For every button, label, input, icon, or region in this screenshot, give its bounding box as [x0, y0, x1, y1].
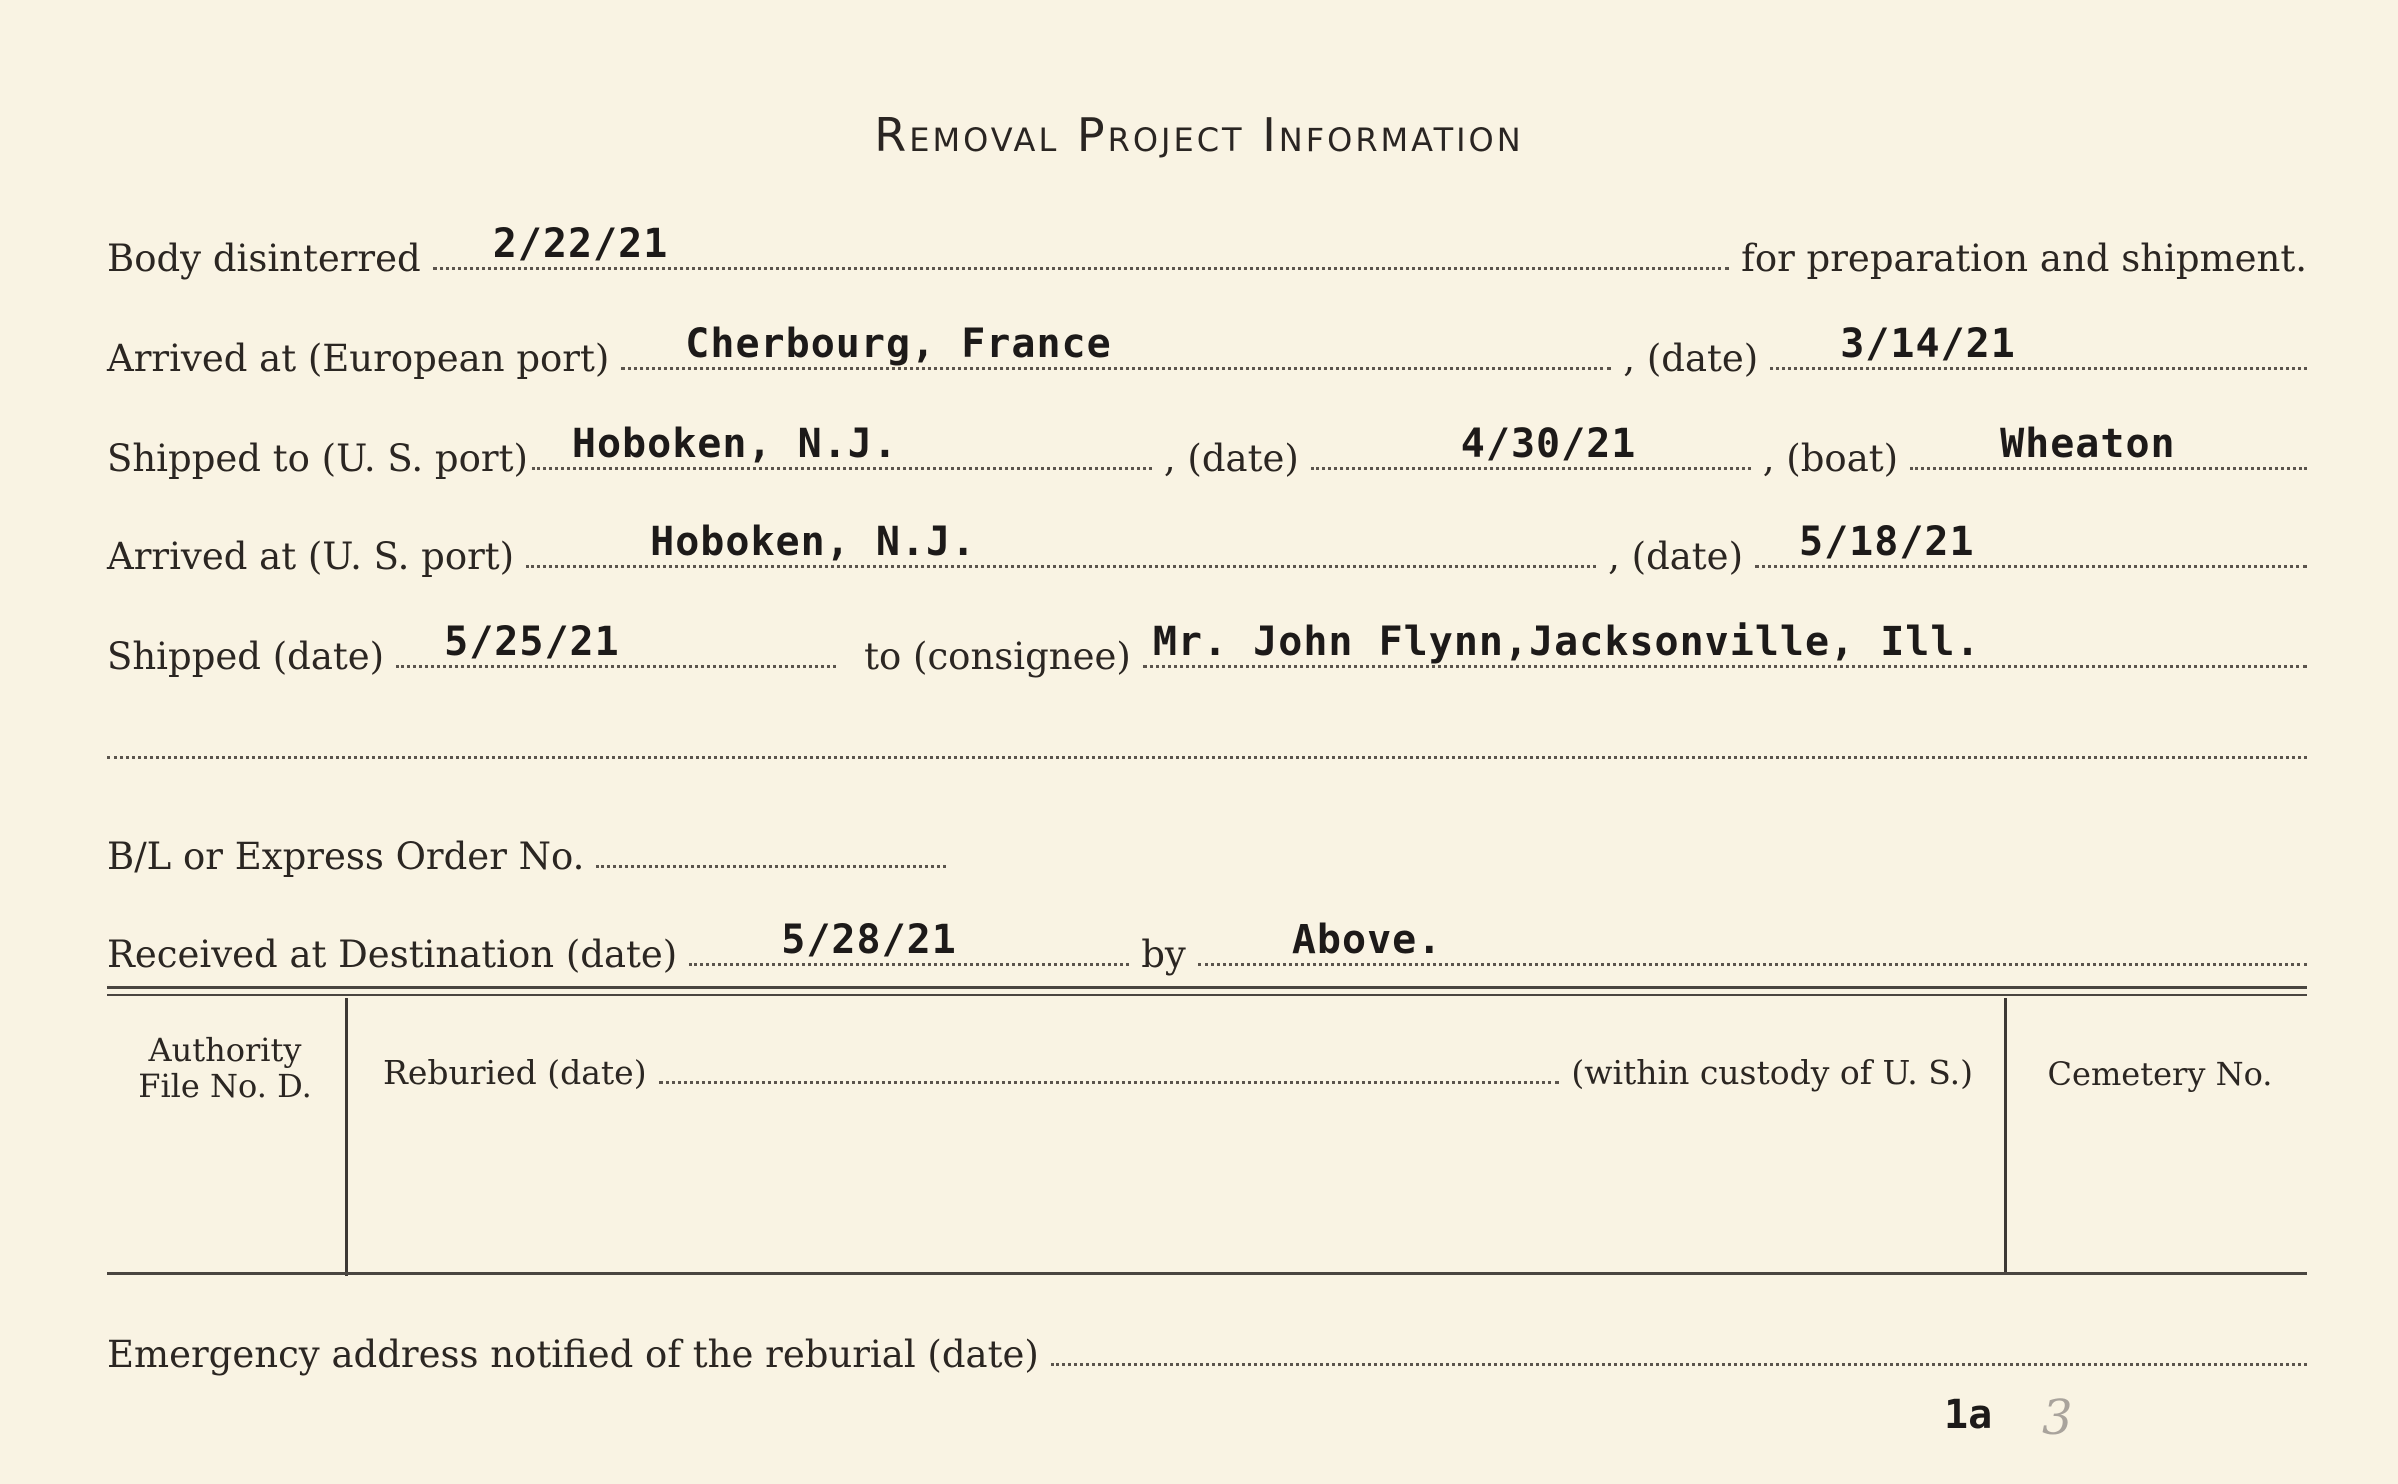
consignee-value: Mr. John Flynn,Jacksonville, Ill.: [1152, 619, 1981, 665]
row-bl: [107, 818, 2307, 878]
box-bottom-rule: [107, 1272, 2307, 1275]
emergency-field[interactable]: [1051, 1317, 2307, 1366]
shipped-to-date-field[interactable]: [1311, 421, 1751, 470]
reburied-field[interactable]: [659, 1045, 1560, 1084]
arrived-us-value: Hoboken, N.J.: [650, 519, 977, 565]
body-disinterred-field[interactable]: [433, 221, 1729, 270]
arrived-european-date-field[interactable]: [1770, 321, 2307, 370]
received-value: 5/28/21: [781, 917, 957, 963]
row-emergency: [107, 1316, 2307, 1376]
arrived-us-date-label: , (date): [1608, 535, 1744, 578]
box-top-rule: [107, 986, 2307, 989]
pencil-mark: 3: [2042, 1390, 2073, 1446]
shipped-to-label: Shipped to (U. S. port): [107, 437, 528, 480]
arrived-european-date-value: 3/14/21: [1840, 321, 2016, 367]
arrived-european-date-label: , (date): [1623, 337, 1759, 380]
shipped-date-label: Shipped (date): [107, 635, 385, 678]
boat-label: , (boat): [1762, 437, 1899, 480]
by-field[interactable]: [1198, 917, 2307, 966]
shipped-date-field[interactable]: [396, 619, 836, 668]
shipped-to-date-label: , (date): [1163, 437, 1299, 480]
row-reburied: [383, 1040, 1973, 1092]
card-number-stamp: 1a: [1944, 1392, 1993, 1438]
custody-label: (within custody of U. S.): [1571, 1053, 1973, 1092]
bl-field[interactable]: [596, 819, 946, 868]
consignee-label: to (consignee): [864, 635, 1131, 678]
arrived-us-label: Arrived at (U. S. port): [107, 535, 515, 578]
cemetery-label: Cemetery No.: [2047, 1055, 2273, 1093]
arrived-us-date-value: 5/18/21: [1799, 519, 1975, 565]
authority-label-1: Authority: [148, 1031, 302, 1069]
shipped-date-value: 5/25/21: [444, 619, 620, 665]
emergency-label: Emergency address notified of the reburial (date): [107, 1333, 1039, 1376]
row-arrived-european: [107, 320, 2307, 380]
received-field[interactable]: [689, 917, 1129, 966]
row-received: [107, 916, 2307, 976]
row-shipped-date: [107, 618, 2307, 678]
body-disinterred-value: 2/22/21: [492, 221, 669, 267]
authority-label-2: File No. D.: [138, 1067, 312, 1105]
authority-cell: [120, 1032, 330, 1104]
box-divider-left: [345, 998, 348, 1276]
shipped-to-value: Hoboken, N.J.: [571, 421, 898, 467]
row-arrived-us: [107, 518, 2307, 578]
arrived-us-field[interactable]: [526, 519, 1596, 568]
boat-value: Wheaton: [2000, 421, 2176, 467]
consignee-continuation-line[interactable]: [107, 756, 2307, 759]
arrived-european-label: Arrived at (European port): [107, 337, 610, 380]
body-disinterred-label: Body disinterred: [107, 237, 421, 280]
by-label: by: [1141, 933, 1186, 976]
shipped-to-field[interactable]: [532, 421, 1152, 470]
arrived-us-date-field[interactable]: [1755, 519, 2307, 568]
bl-label: B/L or Express Order No.: [107, 835, 585, 878]
row-body-disinterred: [107, 220, 2307, 280]
row-shipped-to: [107, 420, 2307, 480]
box-divider-right: [2004, 998, 2007, 1272]
arrived-european-field[interactable]: [621, 321, 1611, 370]
boat-field[interactable]: [1910, 421, 2307, 470]
by-value: Above.: [1291, 917, 1443, 963]
card-title: Removal Project Information: [874, 108, 1524, 162]
received-label: Received at Destination (date): [107, 933, 678, 976]
box-top-rule-2: [107, 994, 2307, 996]
arrived-european-value: Cherbourg, France: [685, 321, 1112, 367]
consignee-field[interactable]: [1143, 619, 2307, 668]
shipped-to-date-value: 4/30/21: [1460, 421, 1637, 467]
reburied-label: Reburied (date): [383, 1053, 647, 1092]
body-disinterred-suffix: for preparation and shipment.: [1741, 237, 2307, 280]
